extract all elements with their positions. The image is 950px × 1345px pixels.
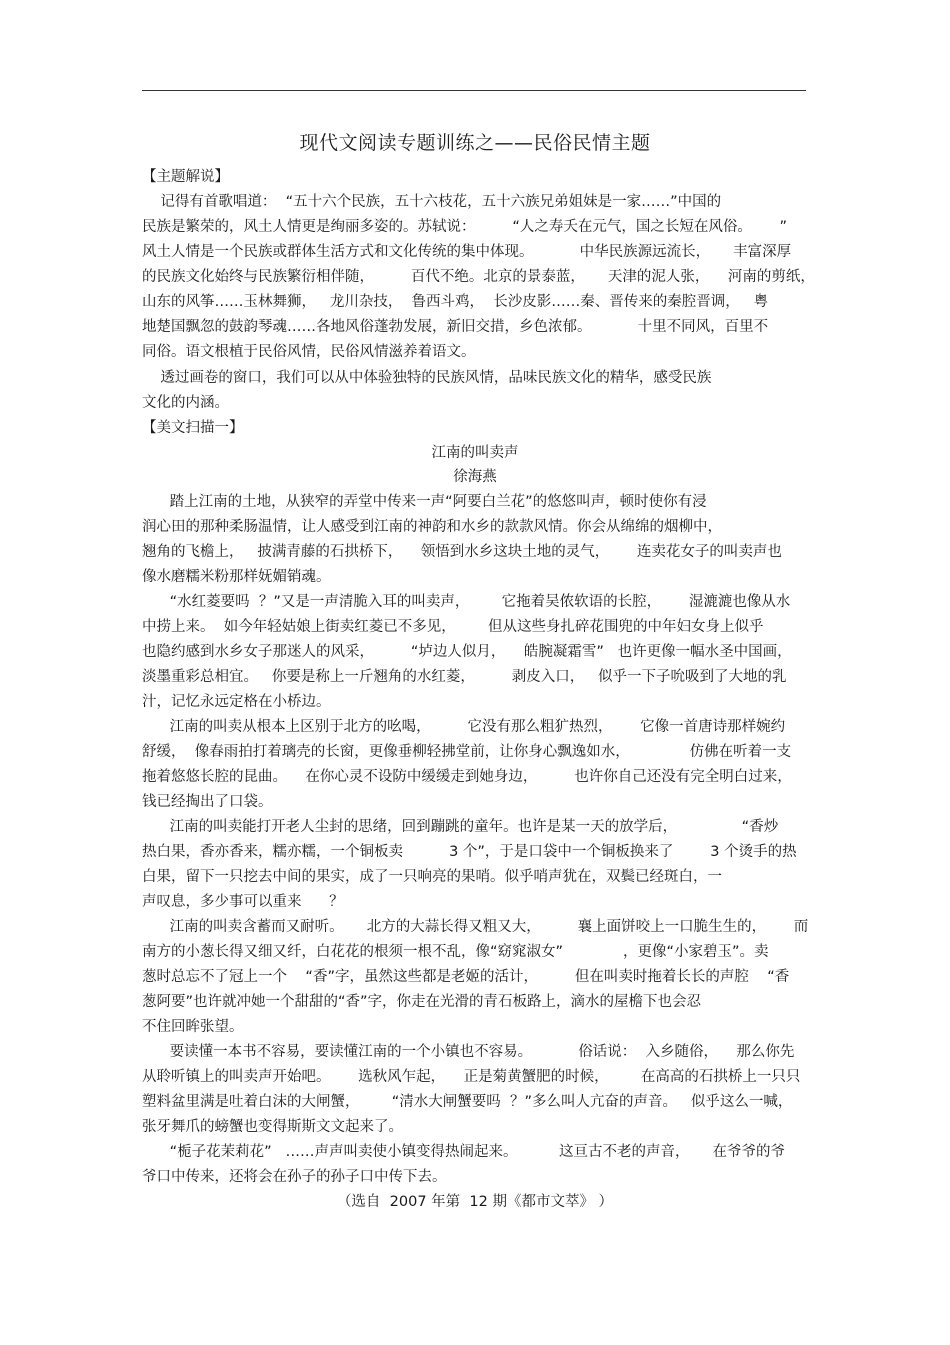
body-line: 拖着悠悠长腔的昆曲。 在你心灵不设防中缓缓走到她身边， 也许你自己还没有完全明白过来， (142, 769, 792, 785)
body-line: 葱阿要”也许就冲她一个甜甜的“香”字，你走在光滑的青石板路上，滴水的屋檐下也会忍 (142, 994, 702, 1010)
intro-line: 风土人情是一个民族或群体生活方式和文化传统的集中体现。 中华民族源远流长， 丰富深厚 (142, 244, 792, 260)
intro-line: 文化的内涵。 (142, 395, 229, 411)
intro-line: 地楚国飘忽的鼓韵琴魂……各地风俗蓬勃发展，新旧交措，乡色浓郁。 十里不同风，百里不 (142, 319, 769, 335)
intro-line: 记得有首歌唱道： “五十六个民族，五十六枝花，五十六族兄弟姐妹是一家……”中国的 (142, 194, 722, 210)
intro-line: 同俗。语文根植于民俗风情，民俗风情滋养着语文。 (142, 344, 476, 360)
header-rule (142, 90, 806, 91)
body-line: 江南的叫卖能打开老人尘封的思绪，回到蹦跳的童年。也许是某一天的放学后， “香炒 (142, 819, 779, 835)
article-author: 徐海燕 (453, 469, 497, 485)
body-line: 江南的叫卖从根本上区别于北方的吆喝， 它没有那么粗犷热烈， 它像一首唐诗那样婉约 (142, 719, 786, 735)
body-line: 淡墨重彩总相宜。 你要是称上一斤翘角的水红菱， 剥皮入口， 似乎一下子吮吸到了大地的乳 (142, 669, 787, 685)
body-line: 张牙舞爪的螃蟹也变得斯斯文文起来了。 (142, 1119, 403, 1135)
body-line: 葱时总忘不了冠上一个 “香”字，虽然这些都是老姬的活计， 但在叫卖时拖着长长的声腔 “香 (142, 969, 790, 985)
article-title: 江南的叫卖声 (431, 445, 519, 461)
body-line: 爷口中传来，还将会在孙子的孙子口中传下去。 (142, 1169, 447, 1185)
body-line: 像水磨糯米粉那样妩媚销魂。 (142, 569, 331, 585)
body-line: “栀子花茉莉花” ……声声叫卖使小镇变得热闹起来。 这亘古不老的声音， 在爷爷的爷 (142, 1144, 786, 1160)
section-heading-theme: 【主题解说】 (142, 169, 229, 185)
body-line: 不住回眸张望。 (142, 1019, 244, 1035)
body-line: 江南的叫卖含蓄而又耐听。 北方的大蒜长得又粗又大， 襄上面饼咬上一口脆生生的， 而 (142, 919, 809, 935)
body-line: 翘角的飞檐上， 披满青藤的石拱桥下， 领悟到水乡这块土地的灵气， 连卖花女子的叫卖声也 (142, 544, 782, 560)
body-line: 南方的小葱长得又细又纤，白花花的根须一根不乱，像“窈窕淑女” ，更像“小家碧玉”。卖 (142, 944, 769, 960)
body-line: 钱已经掏出了口袋。 (142, 794, 273, 810)
section-heading-article: 【美文扫描一】 (142, 420, 244, 436)
body-line: 润心田的那种柔肠温情，让人感受到江南的神韵和水乡的款款风情。你会从绵绵的烟柳中， (142, 519, 722, 535)
body-line: 声叹息，多少事可以重来 ？ (142, 894, 344, 910)
body-line: 汁，记忆永远定格在小桥边。 (142, 694, 331, 710)
body-line: 从聆听镇上的叫卖声开始吧。 选秋风乍起， 正是菊黄蟹肥的时候， 在高高的石拱桥上一只只 (142, 1069, 801, 1085)
intro-line: 民族是繁荣的，风土人情更是绚丽多姿的。苏轼说： “人之寿夭在元气，国之长短在风俗。 ” (142, 219, 788, 235)
body-line: 塑料盆里满是吐着白沫的大闸蟹， “清水大闸蟹要吗 ？”多么叫人亢奋的声音。 似乎这么一喊， (142, 1094, 793, 1110)
body-line: 热白果，香亦香来，糯亦糯，一个铜板卖 3 个”，于是口袋中一个铜板换来了 3 个烫手的热 (142, 844, 797, 860)
body-line: 白果，留下一只挖去中间的果实，成了一只响亮的果哨。似乎哨声犹在，双鬓已经斑白，一 (142, 869, 722, 885)
intro-line: 的民族文化始终与民族繁衍相伴随， 百代不绝。北京的景泰蓝， 天津的泥人张， 河南的剪纸， (142, 269, 815, 285)
page-title: 现代文阅读专题训练之——民俗民情主题 (299, 132, 651, 154)
body-line: 中捞上来。 如今年轻姑娘上街卖红菱已不多见， 但从这些身扎碎花围兜的中年妇女身上似乎 (142, 619, 764, 635)
body-line: 也隐约感到水乡女子那迷人的风采， “垆边人似月， 皓腕凝霜雪” 也许更像一幅水圣中国画， (142, 644, 792, 660)
body-line: “水红菱要吗 ？”又是一声清脆入耳的叫卖声， 它拖着吴侬软语的长腔， 湿漉漉也像从水 (142, 594, 791, 610)
source-citation: （选自 2007 年第 12 期《都市文萃》 ） (336, 1194, 614, 1210)
body-line: 舒缓， 像春雨拍打着璃壳的长窗，更像垂柳轻拂堂前，让你身心飘逸如水， 仿佛在听着一支 (142, 744, 792, 760)
body-line: 踏上江南的土地，从狭窄的弄堂中传来一声“阿要白兰花”的悠悠叫声，顿时使你有浸 (142, 494, 707, 510)
body-line: 要读懂一本书不容易，要读懂江南的一个小镇也不容易。 俗话说： 入乡随俗， 那么你先 (142, 1044, 795, 1060)
intro-line: 透过画卷的窗口，我们可以从中体验独特的民族风情，品味民族文化的精华，感受民族 (142, 370, 712, 386)
intro-line: 山东的风筝……玉林舞狮， 龙川杂技， 鲁西斗鸡， 长沙皮影……秦、晋传来的秦腔晋调， 粤 (142, 294, 769, 310)
